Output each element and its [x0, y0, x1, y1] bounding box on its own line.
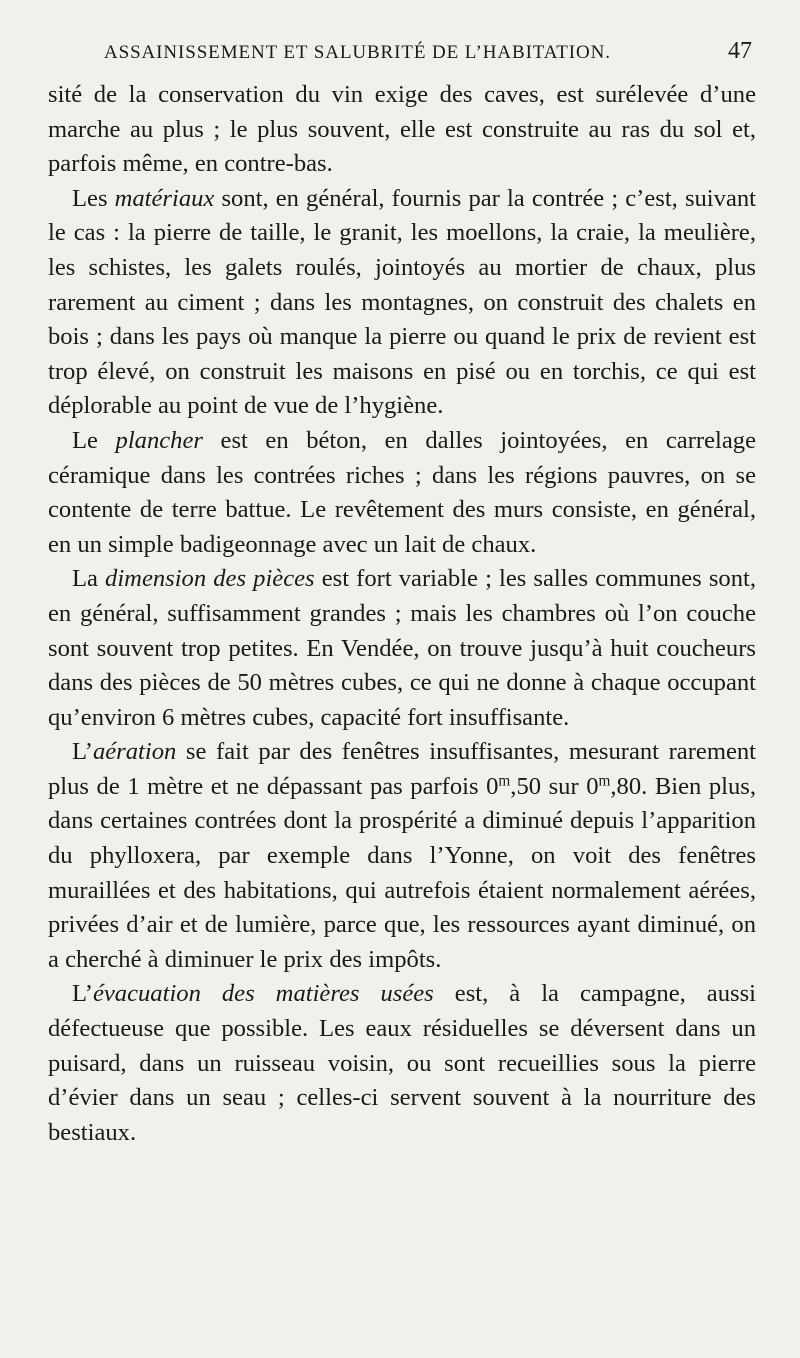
- paragraph-text-a: se fait par des fenêtres insuffisantes, mesurant rarement plus de 1 mètre et ne dépassant pas parfois 0: [48, 738, 756, 800]
- paragraph-text: sité de la conservation du vin exige des caves, est surélevée d’une marche au plus ; le plus souvent, elle est construite au ras du sol et, parfois même, en contre-bas.: [48, 81, 756, 178]
- paragraph-lead: L’: [72, 980, 93, 1008]
- paragraph-text-b: ,50 sur 0: [510, 772, 599, 800]
- paragraph-text: est fort variable ; les salles communes sont, en général, suffisamment grandes ; mais les chambres où l’on couche sont souvent trop petites. En Vendée, on trouve jusqu’à huit coucheurs dans des pièces de 50 mètres cubes, ce qui ne donne à chaque occupant qu’environ 6 mètres cubes, capacité fort insuffisante.: [48, 565, 756, 731]
- paragraph-text: est, à la campagne, aussi défectueuse que possible. Les eaux résiduelles se déversent dans un puisard, dans un ruisseau voisin, ou sont recueillies sous la pierre d’évier dans un seau ; celles-ci servent souvent à la nourriture des bestiaux.: [48, 980, 756, 1146]
- paragraph-lead: L’: [72, 738, 93, 766]
- unit-superscript: m: [598, 772, 611, 790]
- paragraph-continuation: [48, 78, 756, 182]
- italic-term: plancher: [115, 426, 203, 454]
- italic-term: aération: [92, 738, 177, 766]
- paragraph-plancher: [48, 424, 756, 562]
- paragraph-text-c: ,80. Bien plus, dans certaines contrées dont la prospérité a diminué depuis l’apparition du phylloxera, par exemple dans l’Yonne, on voit des fenêtres muraillées et des habitations, qui autrefois étaient normalement aérées, privées d’air et de lumière, parce que, les ressources ayant diminué, on a cherché à diminuer le prix des impôts.: [48, 772, 756, 973]
- unit-superscript: m: [498, 772, 511, 790]
- paragraph-materiaux: [48, 182, 756, 424]
- paragraph-text: sont, en général, fournis par la contrée ; c’est, suivant le cas : la pierre de taille, le granit, les moellons, la craie, la meulière, les schistes, les galets roulés, jointoyés au mortier de chaux, plus rarement au ciment ; dans les montagnes, on construit des chalets en bois ; dans les pays où manque la pierre ou quand le prix de revient est trop élevé, on construit les maisons en pisé ou en torchis, ce qui est déplorable au point de vue de l’hygiène.: [48, 184, 756, 420]
- running-header: [48, 38, 756, 72]
- paragraph-aeration: [48, 735, 756, 977]
- italic-term: matériaux: [114, 184, 215, 212]
- running-title: ASSAINISSEMENT ET SALUBRITÉ DE L’HABITATION.: [104, 42, 611, 63]
- page-number: 47: [728, 38, 752, 64]
- paragraph-lead: Les: [72, 184, 115, 212]
- paragraph-dimension: [48, 562, 756, 735]
- paragraph-evacuation: [48, 977, 756, 1150]
- italic-term: dimension des pièces: [105, 565, 315, 593]
- paragraph-lead: Le: [72, 426, 116, 454]
- paragraph-text: est en béton, en dalles jointoyées, en carrelage céramique dans les contrées riches ; dans les régions pauvres, on se contente de terre battue. Le revêtement des murs consiste, en général, en un simple badigeonnage avec un lait de chaux.: [48, 426, 756, 558]
- body-text: [48, 78, 756, 1150]
- italic-term: évacuation des matières usées: [92, 980, 434, 1008]
- paragraph-lead: La: [72, 565, 106, 593]
